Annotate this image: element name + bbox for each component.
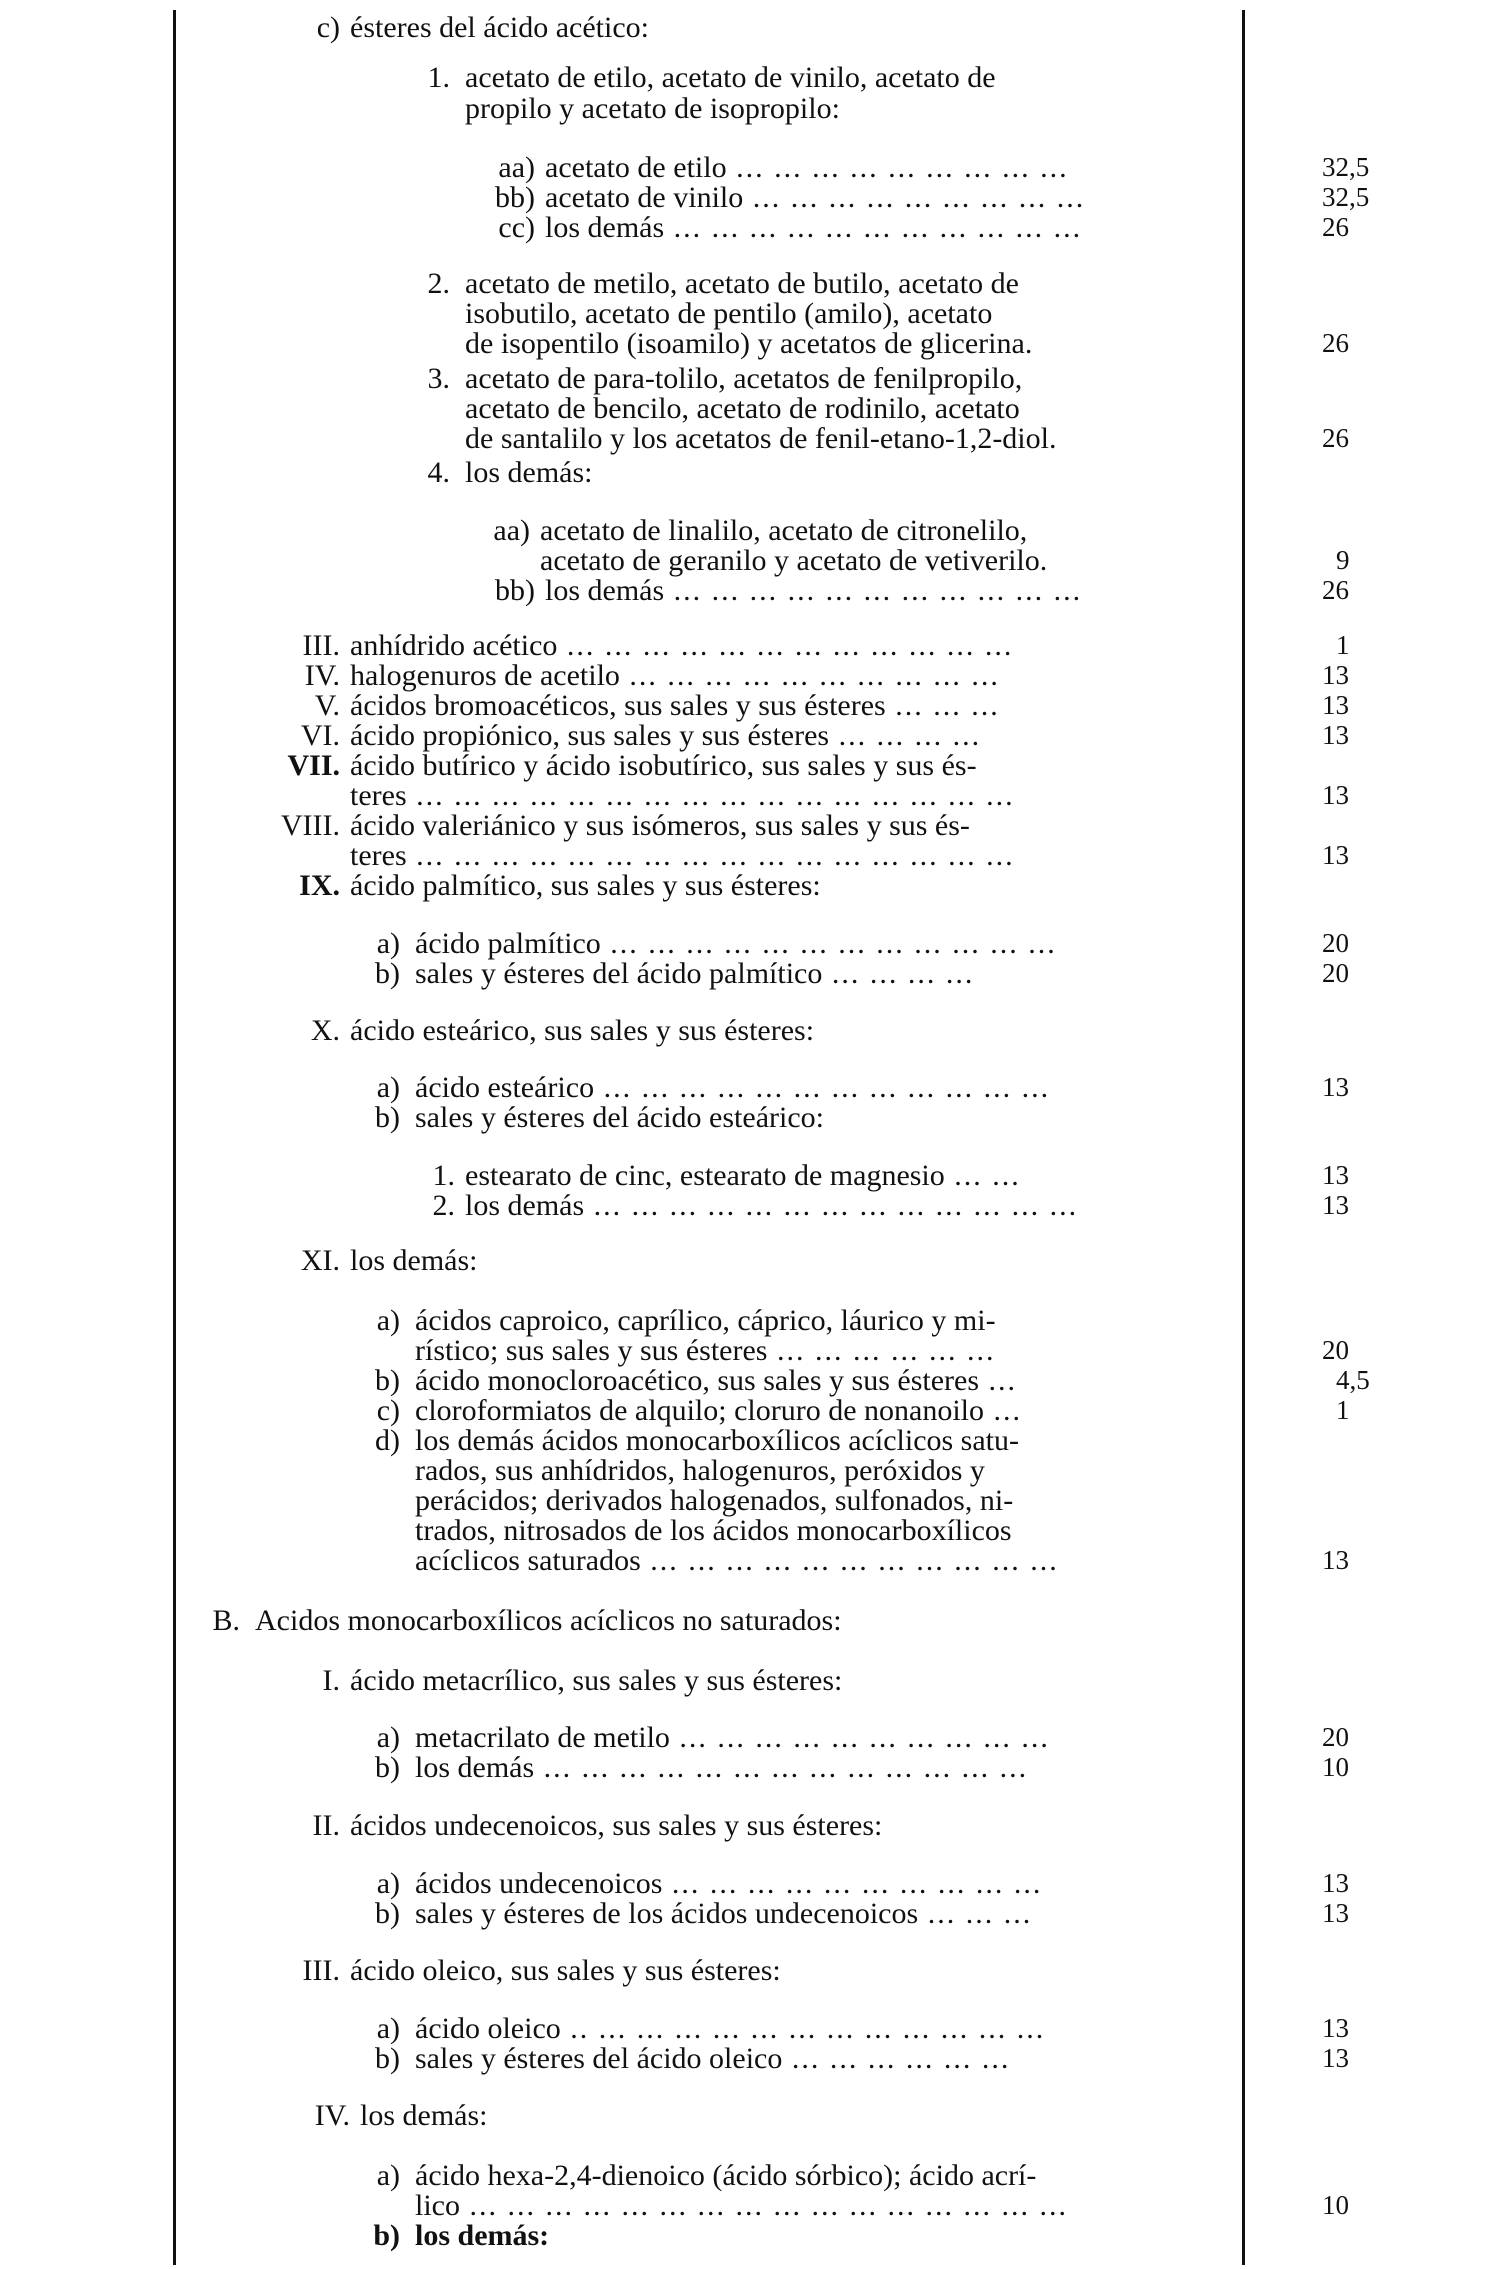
line-label: b): [375, 1101, 400, 1134]
line-20: [287, 749, 977, 782]
line-text: acetato de metilo, acetato de butilo, acetato de: [465, 267, 1019, 300]
line-29: [375, 1101, 824, 1134]
rate-value: 13: [1322, 1160, 1349, 1190]
leader-dots: ...: [984, 1394, 1023, 1427]
leader-dots: ... ... ... ... ... ... ... ... ... ... ... ... ... ... ... ...: [406, 839, 1015, 872]
line-label: a): [376, 1304, 400, 1337]
line-37: [375, 1424, 1019, 1457]
leader-dots: ... ... ... ... ... ... ... ... ...: [743, 181, 1086, 214]
line-text: estearato de cinc, estearato de magnesio: [465, 1159, 945, 1192]
line-label: a): [376, 2159, 400, 2192]
line-text: Acidos monocarboxílicos acíclicos no saturados:: [255, 1604, 842, 1637]
line-label: 4.: [427, 456, 450, 489]
line-label: aa): [493, 514, 530, 547]
line-label: a): [376, 927, 400, 960]
line-label: 1.: [432, 1159, 455, 1192]
line-label: b): [375, 1751, 400, 1784]
line-10: [465, 393, 1020, 424]
line-26: [375, 957, 975, 990]
leader-dots: ... ... ... ... ... ... ... ... ... ... ...: [640, 1544, 1059, 1577]
line-text: perácidos; derivados halogenados, sulfonados, ni-: [415, 1484, 1014, 1517]
line-text: metacrilato de metilo: [415, 1721, 670, 1754]
line-30: [432, 1159, 1021, 1192]
line-36: [376, 1394, 1023, 1427]
line-text: ácido oleico: [415, 2012, 561, 2045]
line-text: ácidos bromoacéticos, sus sales y sus ésteres: [350, 689, 886, 722]
line-text: anhídrido acético: [350, 629, 558, 662]
line-text: ácido oleico, sus sales y sus ésteres:: [350, 1954, 781, 1987]
line-text: ésteres del ácido acético:: [350, 11, 650, 44]
line-1: [427, 61, 996, 94]
leader-dots: ... ... ... ... ... ... ... ... ... ... ... ... ... ... ... ...: [406, 779, 1015, 812]
line-42: [212, 1604, 842, 1637]
line-label: b): [375, 1364, 400, 1397]
line-51: [375, 2042, 1011, 2075]
line-text: de isopentilo (isoamilo) y acetatos de glicerina.: [465, 327, 1033, 360]
line-label: a): [376, 1721, 400, 1754]
rate-value: 13: [1322, 660, 1349, 690]
line-46: [312, 1809, 883, 1842]
leader-dots: ... ... ... ...: [829, 719, 982, 752]
rate-value: 20: [1322, 1335, 1349, 1365]
line-label: c): [316, 11, 340, 44]
line-label: 2.: [427, 267, 450, 300]
line-25: [376, 927, 1057, 960]
line-text: los demás:: [360, 2099, 488, 2132]
rate-value: 13: [1322, 780, 1349, 810]
line-text: los demás:: [415, 2219, 550, 2252]
line-label: b): [375, 957, 400, 990]
line-text: lico: [415, 2189, 460, 2222]
leader-dots: ... ... ... ... ... ... ... ... ... ... ... ... ...: [534, 1751, 1029, 1784]
line-label: a): [376, 1867, 400, 1900]
line-label: b): [375, 2042, 400, 2075]
line-47: [376, 1867, 1043, 1900]
line-text: acetato de etilo: [545, 151, 727, 184]
rate-value: 13: [1322, 2043, 1349, 2073]
line-9: [427, 362, 1023, 395]
leader-dots: ... ... ... ... ... ... ... ... ... ... ... ... ...: [584, 1189, 1079, 1222]
line-text: ácido hexa-2,4-dienoico (ácido sórbico); ácido acrí-: [415, 2159, 1037, 2192]
rate-value: 1: [1336, 1395, 1350, 1425]
line-13: [493, 514, 1028, 547]
line-label: I.: [322, 1664, 340, 1697]
line-text: los demás: [465, 1189, 585, 1222]
leader-dots: ... ... ... ... ... ... ... ... ... ... ... ... ... ... ... ...: [460, 2189, 1068, 2222]
line-text: halogenuros de acetilo: [350, 659, 620, 692]
line-text: ácido esteárico, sus sales y sus ésteres:: [350, 1014, 815, 1047]
rate-value: 9: [1336, 545, 1350, 575]
line-label: XI.: [300, 1244, 340, 1277]
line-23: [350, 840, 1015, 871]
line-40: [415, 1515, 1012, 1546]
line-text: ácido propiónico, sus sales y sus ésteres: [350, 719, 830, 752]
line-text: ácido butírico y ácido isobutírico, sus sales y sus és-: [350, 749, 977, 782]
line-label: aa): [498, 151, 535, 184]
line-text: de santalilo y los acetatos de fenil-etano-1,2-diol.: [465, 422, 1057, 455]
line-label: III.: [302, 629, 340, 662]
line-19: [300, 719, 982, 752]
line-label: 2.: [432, 1189, 455, 1222]
rate-value: 26: [1322, 423, 1349, 453]
line-35: [375, 1364, 1018, 1397]
line-label: 1.: [427, 61, 450, 94]
leader-dots: ... ... ... ... ... ... ... ... ... ... ... ...: [594, 1071, 1051, 1104]
leader-dots: ... ... ... ... ... ... ... ... ... ...: [669, 1721, 1050, 1754]
line-3: [498, 151, 1069, 184]
leader-dots: ... ... ... ... ... ... ... ... ... ... ...: [664, 574, 1083, 607]
leader-dots: ... ... ... ... ... ... ... ... ... ... ...: [664, 211, 1083, 244]
line-text: sales y ésteres del ácido oleico: [415, 2042, 783, 2075]
line-34: [415, 1335, 995, 1366]
rate-value: 10: [1322, 2190, 1349, 2220]
line-54: [415, 2190, 1068, 2221]
line-27: [310, 1014, 815, 1047]
line-label: X.: [310, 1014, 340, 1047]
line-2: [465, 93, 840, 124]
line-text: sales y ésteres del ácido esteárico:: [415, 1101, 824, 1134]
line-text: teres: [350, 779, 407, 812]
leader-dots: .. ... ... ... ... ... ... ... ... ... ... ... ...: [560, 2012, 1046, 2045]
line-text: ácido metacrílico, sus sales y sus ésteres:: [350, 1664, 843, 1697]
line-7: [465, 298, 992, 329]
line-label: a): [376, 2012, 400, 2045]
line-32: [300, 1244, 478, 1277]
rate-value: 1: [1336, 630, 1350, 660]
line-text: los demás: [545, 574, 665, 607]
line-49: [302, 1954, 781, 1987]
line-text: acetato de etilo, acetato de vinilo, acetato de: [465, 61, 996, 94]
line-text: los demás:: [350, 1244, 478, 1277]
rate-value: 32,5: [1322, 182, 1370, 212]
rate-value: 13: [1322, 1072, 1349, 1102]
line-18: [314, 689, 1000, 722]
line-text: rístico; sus sales y sus ésteres: [415, 1334, 768, 1367]
line-52: [314, 2099, 488, 2132]
line-50: [376, 2012, 1046, 2045]
line-label: IX.: [299, 869, 340, 902]
rate-value: 13: [1322, 690, 1349, 720]
line-text: rados, sus anhídridos, halogenuros, peróxidos y: [415, 1454, 985, 1487]
line-text: acetato de bencilo, acetato de rodinilo, acetato: [465, 392, 1020, 425]
rate-value: 13: [1322, 1898, 1349, 1928]
line-21: [350, 780, 1015, 811]
line-label: b): [375, 1897, 400, 1930]
line-label: b): [373, 2219, 400, 2252]
line-label: 3.: [427, 362, 450, 395]
line-39: [415, 1485, 1013, 1516]
line-22: [280, 809, 970, 842]
rate-value: 13: [1322, 1190, 1349, 1220]
line-text: ácidos undecenoicos: [415, 1867, 663, 1900]
line-text: los demás ácidos monocarboxílicos acíclicos satu-: [415, 1424, 1019, 1457]
line-label: c): [376, 1394, 400, 1427]
line-label: II.: [312, 1809, 340, 1842]
line-text: acetato de linalilo, acetato de citronelilo,: [540, 514, 1028, 547]
line-text: acetato de vinilo: [545, 181, 744, 214]
line-label: bb): [495, 574, 535, 607]
line-label: V.: [314, 689, 340, 722]
rate-value: 13: [1322, 2013, 1349, 2043]
line-label: a): [376, 1071, 400, 1104]
line-41: [415, 1545, 1059, 1576]
line-45: [375, 1751, 1029, 1784]
line-17: [304, 659, 1000, 692]
line-text: los demás: [415, 1751, 535, 1784]
rate-value: 10: [1322, 1752, 1349, 1782]
line-4: [495, 181, 1086, 214]
line-33: [376, 1304, 996, 1337]
line-text: acíclicos saturados: [415, 1544, 641, 1577]
leader-dots: ... ...: [944, 1159, 1021, 1192]
rate-value: 32,5: [1322, 152, 1370, 182]
line-label: VI.: [300, 719, 340, 752]
leader-dots: ... ... ... ... ... ... ... ... ...: [726, 151, 1069, 184]
line-text: teres: [350, 839, 407, 872]
line-text: los demás: [545, 211, 665, 244]
leader-dots: ... ... ... ... ... ... ... ... ... ...: [619, 659, 1000, 692]
line-text: cloroformiatos de alquilo; cloruro de nonanoilo: [415, 1394, 985, 1427]
line-24: [299, 869, 821, 902]
line-label: III.: [302, 1954, 340, 1987]
rate-value: 13: [1322, 1545, 1349, 1575]
leader-dots: ... ... ...: [918, 1897, 1033, 1930]
line-label: VII.: [287, 749, 340, 782]
line-43: [322, 1664, 843, 1697]
line-38: [415, 1455, 985, 1486]
leader-dots: ... ... ... ... ... ... ... ... ... ...: [662, 1867, 1043, 1900]
line-text: los demás:: [465, 456, 593, 489]
line-44: [376, 1721, 1050, 1754]
rate-value: 13: [1322, 840, 1349, 870]
line-label: VIII.: [280, 809, 340, 842]
leader-dots: ... ... ... ...: [822, 957, 975, 990]
rate-value: 13: [1322, 720, 1349, 750]
line-text: propilo y acetato de isopropilo:: [465, 92, 840, 125]
rate-value: 20: [1322, 928, 1349, 958]
rate-value: 20: [1322, 1722, 1349, 1752]
rate-value: 26: [1322, 212, 1349, 242]
line-label: d): [375, 1424, 400, 1457]
line-16: [302, 629, 1014, 662]
rate-value: 26: [1322, 328, 1349, 358]
line-text: ácido monocloroacético, sus sales y sus ésteres: [415, 1364, 980, 1397]
line-text: ácidos caproico, caprílico, cáprico, láurico y mi-: [415, 1304, 996, 1337]
leader-dots: ... ... ... ... ... ... ... ... ... ... ... ...: [600, 927, 1057, 960]
rate-value: 13: [1322, 1868, 1349, 1898]
line-text: acetato de para-tolilo, acetatos de fenilpropilo,: [465, 362, 1023, 395]
leader-dots: ... ... ...: [885, 689, 1000, 722]
leader-dots: ...: [979, 1364, 1018, 1397]
line-28: [376, 1071, 1051, 1104]
line-label: cc): [498, 211, 535, 244]
leader-dots: ... ... ... ... ... ...: [767, 1334, 996, 1367]
line-48: [375, 1897, 1033, 1930]
line-15: [495, 574, 1083, 607]
line-5: [498, 211, 1083, 244]
line-0: [316, 11, 650, 44]
line-text: isobutilo, acetato de pentilo (amilo), acetato: [465, 297, 993, 330]
line-label: bb): [495, 181, 535, 214]
line-11: [465, 423, 1056, 454]
line-text: ácido valeriánico y sus isómeros, sus sales y sus és-: [350, 809, 970, 842]
line-text: acetato de geranilo y acetato de vetiverilo.: [540, 544, 1048, 577]
line-53: [376, 2159, 1037, 2192]
line-55: [373, 2219, 550, 2252]
line-label: B.: [212, 1604, 240, 1637]
leader-dots: ... ... ... ... ... ...: [782, 2042, 1011, 2075]
line-6: [427, 267, 1019, 300]
line-text: sales y ésteres del ácido palmítico: [415, 957, 823, 990]
line-14: [540, 545, 1047, 576]
line-text: ácido palmítico: [415, 927, 601, 960]
leader-dots: ... ... ... ... ... ... ... ... ... ... ... ...: [557, 629, 1014, 662]
line-text: ácido palmítico, sus sales y sus ésteres:: [350, 869, 821, 902]
line-12: [427, 456, 593, 489]
line-text: ácidos undecenoicos, sus sales y sus ésteres:: [350, 1809, 883, 1842]
line-text: trados, nitrosados de los ácidos monocarboxílicos: [415, 1514, 1012, 1547]
rate-value: 20: [1322, 958, 1349, 988]
line-31: [432, 1189, 1079, 1222]
line-text: sales y ésteres de los ácidos undecenoicos: [415, 1897, 919, 1930]
line-label: IV.: [304, 659, 340, 692]
line-text: ácido esteárico: [415, 1071, 595, 1104]
rate-value: 26: [1322, 575, 1349, 605]
line-label: IV.: [314, 2099, 350, 2132]
rate-value: 4,5: [1336, 1365, 1370, 1395]
line-8: [465, 328, 1032, 359]
